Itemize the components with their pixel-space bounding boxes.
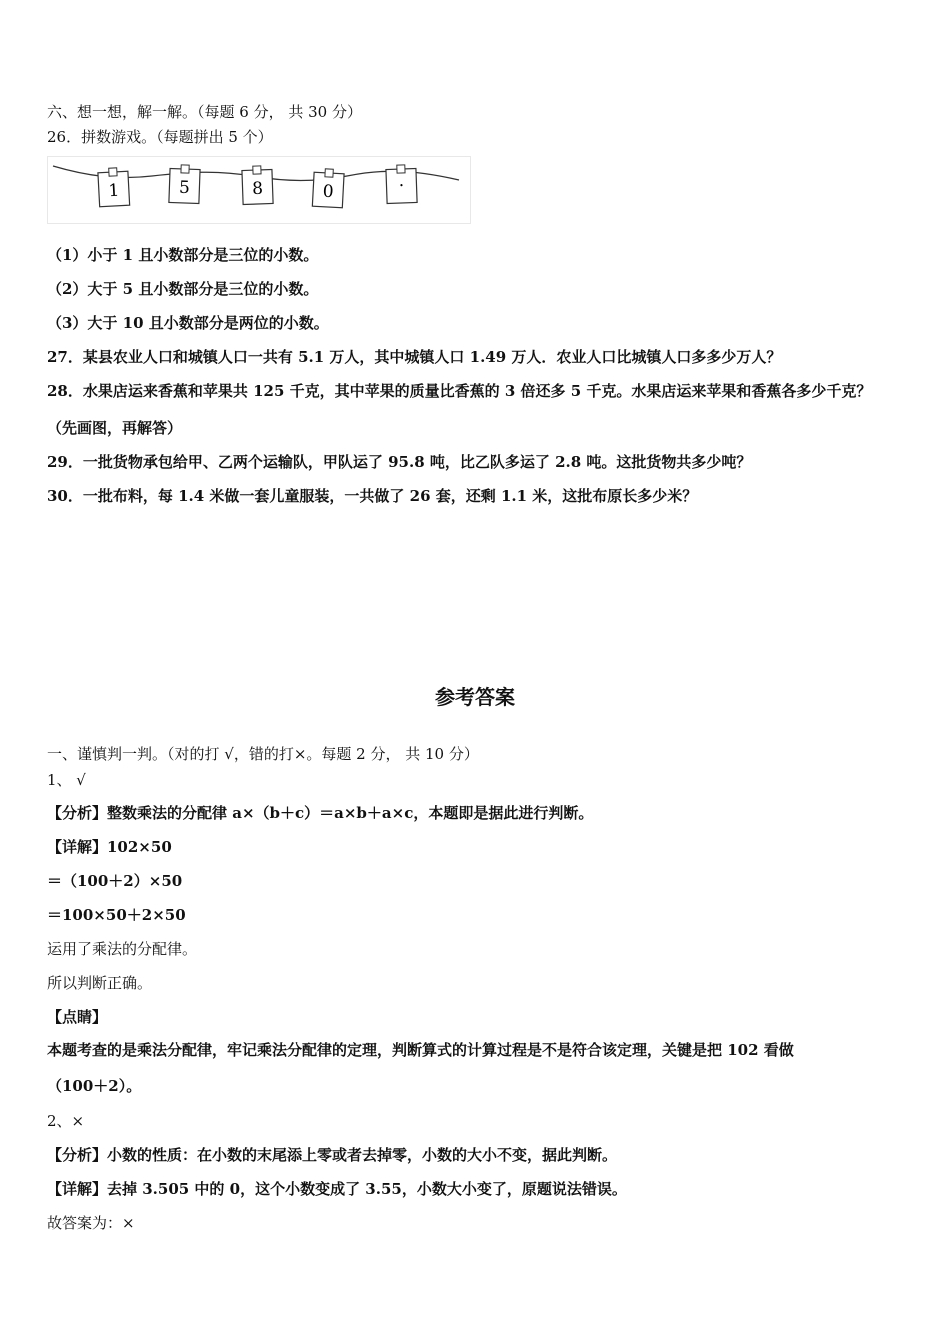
question-28-note: （先画图，再解答） <box>47 419 183 437</box>
answer-1-analysis: 【分析】整数乘法的分配律 a×（b＋c）＝a×b＋a×c，本题即是据此进行判断。 <box>47 804 594 822</box>
answer-1-detail: 【详解】102×50 <box>47 838 172 856</box>
answer-1-conclusion: 所以判断正确。 <box>47 974 153 992</box>
answer-1-note: 运用了乘法的分配律。 <box>47 940 198 958</box>
number-cards-figure <box>47 156 471 224</box>
question-28: 28．水果店运来香蕉和苹果共 125 千克，其中苹果的质量比香蕉的 3 倍还多 5 千克。水果店运来苹果和香蕉各多少千克？ <box>47 382 872 400</box>
card-label: 5 <box>178 177 191 199</box>
question-27: 27．某县农业人口和城镇人口一共有 5.1 万人，其中城镇人口 1.49 万人．农业人口比城镇人口多多少万人？ <box>47 348 782 366</box>
number-card <box>386 164 417 203</box>
number-card <box>169 164 200 203</box>
question-30: 30．一批布料，每 1.4 米做一套儿童服装，一共做了 26 套，还剩 1.1 米，这批布原长多少米？ <box>47 487 698 505</box>
card-label: 0 <box>322 181 335 203</box>
question-26-part-2: （2）大于 5 且小数部分是三位的小数。 <box>47 280 319 298</box>
answer-2-detail: 【详解】去掉 3.505 中的 0，这个小数变成了 3.55，小数大小变了，原题说法错误。 <box>47 1180 627 1198</box>
answers-section-heading: 一、谨慎判一判。（对的打 √，错的打×。每题 2 分， 共 10 分） <box>47 745 479 763</box>
answer-1-comment-label: 【点睛】 <box>47 1008 108 1026</box>
answer-1-step: ＝（100＋2）×50 <box>47 872 183 890</box>
number-card <box>98 167 130 207</box>
answer-2-analysis: 【分析】小数的性质：在小数的末尾添上零或者去掉零，小数的大小不变，据此判断。 <box>47 1146 618 1164</box>
answer-2-result: 故答案为：× <box>47 1214 135 1232</box>
answer-1-comment-cont: （100＋2）。 <box>47 1077 142 1095</box>
card-label: 1 <box>107 180 120 202</box>
answer-1-label: 1、 √ <box>47 771 86 789</box>
answer-2-label: 2、× <box>47 1112 85 1130</box>
number-card <box>312 168 344 208</box>
answers-title: 参考答案 <box>435 685 515 709</box>
answer-1-comment: 本题考查的是乘法分配律，牢记乘法分配律的定理，判断算式的计算过程是不是符合该定理，关键是把 102 看做 <box>47 1041 794 1059</box>
question-26-part-3: （3）大于 10 且小数部分是两位的小数。 <box>47 314 329 332</box>
question-29: 29．一批货物承包给甲、乙两个运输队，甲队运了 95.8 吨，比乙队多运了 2.8 吨。这批货物共多少吨？ <box>47 453 752 471</box>
card-label: · <box>398 175 405 197</box>
question-26-title: 26．拼数游戏。（每题拼出 5 个） <box>47 128 273 146</box>
card-label: 8 <box>251 178 264 200</box>
section-heading: 六、想一想，解一解。（每题 6 分， 共 30 分） <box>47 103 362 121</box>
question-26-part-1: （1）小于 1 且小数部分是三位的小数。 <box>47 246 319 264</box>
answer-1-step: ＝100×50＋2×50 <box>47 906 186 924</box>
number-card <box>242 165 273 204</box>
